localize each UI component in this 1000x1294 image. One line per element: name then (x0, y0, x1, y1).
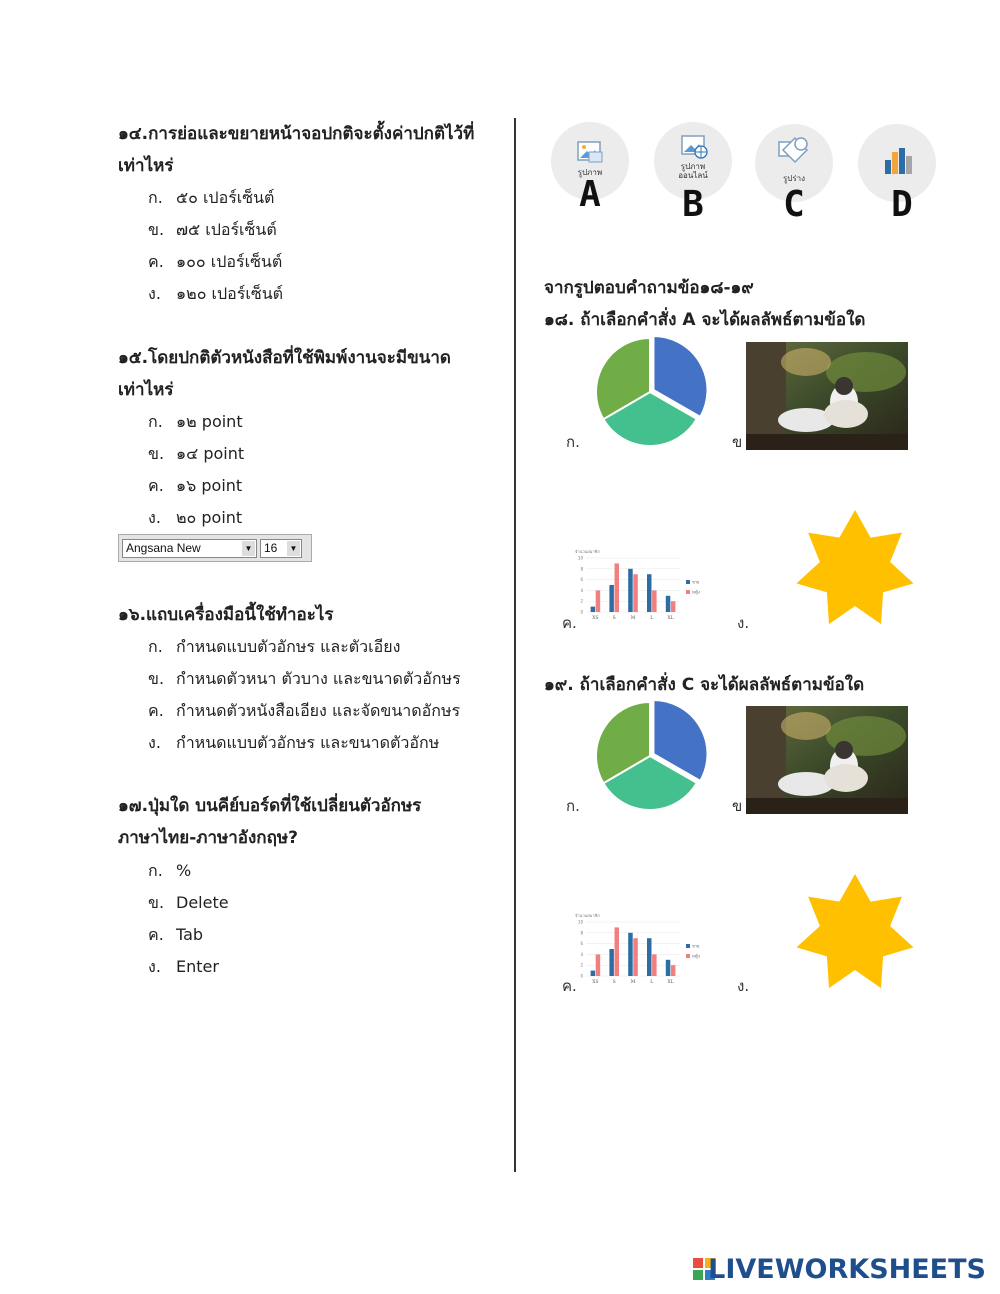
chart-title: จำนวนสมาชิก (575, 913, 600, 918)
command-a-caption: รูปภาพ (577, 168, 603, 177)
x-tick-label: M (630, 980, 636, 985)
command-b-letter: B (682, 184, 704, 225)
y-tick-label: 2 (580, 598, 583, 604)
q18-bar-chart[interactable] (572, 546, 710, 626)
x-tick-label: S (612, 616, 616, 621)
y-tick-label: 8 (580, 930, 583, 936)
y-tick-label: 0 (580, 609, 583, 615)
command-b-caption-line1: รูปภาพ (680, 162, 706, 171)
command-a-letter: A (579, 174, 601, 215)
x-tick-label: XS (592, 980, 599, 985)
q19-title: ๑๙. ถ้าเลือกคำสั่ง C จะได้ผลลัพธ์ตามข้อใด (544, 675, 865, 695)
command-d-letter: D (891, 184, 913, 225)
q16-option-b[interactable]: ข. กำหนดตัวหนา ตัวบาง และขนาดตัวอักษร (148, 669, 461, 688)
instruction-text: จากรูปตอบคำถามข้อ๑๘-๑๙ (544, 278, 754, 298)
y-tick-label: 2 (580, 962, 583, 968)
font-size-dropdown: 16 ▼ (260, 539, 302, 558)
chart-title: จำนวนสมาชิก (575, 549, 600, 554)
command-c-letter: C (783, 184, 805, 225)
x-tick-label: L (650, 616, 654, 621)
q19-choice-b-label: ข (732, 797, 743, 815)
font-name-dropdown: Angsana New ▼ (122, 539, 257, 558)
bar (671, 601, 676, 612)
q16-option-a[interactable]: ก. กำหนดแบบตัวอักษร และตัวเอียง (148, 637, 401, 656)
y-tick-label: 6 (580, 941, 583, 947)
y-tick-label: 10 (577, 919, 583, 925)
legend-label: หญิง (692, 953, 700, 959)
q19-cat-photo[interactable] (746, 706, 908, 814)
command-b-caption-line2: ออนไลน์ (678, 171, 708, 180)
bar (671, 965, 676, 976)
q15-title-line1: ๑๕.โดยปกติตัวหนังสือที่ใช้พิมพ์งานจะมีขนาด (118, 348, 451, 368)
q18-choice-d-label: ง. (737, 614, 750, 632)
q19-bar-chart[interactable] (572, 910, 710, 990)
q17-option-d[interactable]: ง. Enter (148, 957, 219, 976)
bar (591, 607, 596, 612)
legend-swatch (686, 944, 690, 948)
bar (647, 574, 652, 612)
q14-option-d[interactable]: ง. ๑๒๐ เปอร์เซ็นต์ (148, 284, 284, 303)
q19-choice-c-label: ค. (562, 977, 577, 995)
font-toolbar-image (118, 534, 312, 562)
q19-pie-chart[interactable] (590, 696, 712, 814)
q18-pie-chart[interactable] (590, 332, 712, 450)
y-tick-label: 0 (580, 973, 583, 979)
x-tick-label: XL (667, 616, 674, 621)
liveworksheets-brand: LIVEWORKSHEETS (708, 1254, 986, 1285)
bar (666, 960, 671, 976)
q15-option-d[interactable]: ง. ๒๐ point (148, 508, 243, 527)
star-polygon (797, 510, 914, 624)
q18-star-shape[interactable] (792, 510, 918, 628)
q17-option-b[interactable]: ข. Delete (148, 893, 229, 912)
bar (633, 938, 638, 976)
q14-title-line1: ๑๔.การย่อและขยายหน้าจอปกติจะตั้งค่าปกติไว้ที่ (118, 124, 475, 144)
legend-swatch (686, 954, 690, 958)
q16-title: ๑๖.แถบเครื่องมือนี้ใช้ทำอะไร (118, 605, 334, 625)
x-tick-label: XL (667, 980, 674, 985)
q17-option-a[interactable]: ก. % (148, 861, 192, 880)
bar (615, 563, 620, 612)
legend-label: หญิง (692, 589, 700, 595)
q16-option-d[interactable]: ง. กำหนดแบบตัวอักษร และขนาดตัวอักษ (148, 733, 440, 752)
legend-label: ชาย (692, 943, 700, 949)
q17-title-line1: ๑๗.ปุ่มใด บนคีย์บอร์ดที่ใช้เปลี่ยนตัวอักษร (118, 796, 422, 816)
q19-star-shape[interactable] (792, 874, 918, 992)
x-tick-label: XS (592, 616, 599, 621)
y-tick-label: 4 (580, 951, 583, 957)
q16-option-c[interactable]: ค. กำหนดตัวหนังสือเอียง และจัดขนาดอักษร (148, 701, 461, 720)
q14-option-c[interactable]: ค. ๑๐๐ เปอร์เซ็นต์ (148, 252, 283, 271)
q14-title-line2: เท่าไหร่ (118, 156, 174, 176)
bar (615, 927, 620, 976)
y-tick-label: 10 (577, 555, 583, 561)
bar (628, 569, 633, 612)
bar (591, 971, 596, 976)
bar (666, 596, 671, 612)
q15-option-a[interactable]: ก. ๑๒ point (148, 412, 243, 431)
bar (596, 590, 601, 612)
q18-choice-c-label: ค. (562, 614, 577, 632)
q19-choice-a-label: ก. (566, 797, 580, 815)
x-tick-label: S (612, 980, 616, 985)
y-tick-label: 8 (580, 566, 583, 572)
bar (652, 590, 657, 612)
bar (652, 954, 657, 976)
q19-choice-d-label: ง. (737, 977, 750, 995)
chevron-down-icon: ▼ (287, 541, 300, 556)
q15-option-b[interactable]: ข. ๑๔ point (148, 444, 245, 463)
bar (596, 954, 601, 976)
bar (609, 949, 614, 976)
column-divider (514, 118, 516, 1172)
x-tick-label: L (650, 980, 654, 985)
q18-choice-b-label: ข (732, 433, 743, 451)
q18-choice-a-label: ก. (566, 433, 580, 451)
q18-title: ๑๘. ถ้าเลือกคำสั่ง A จะได้ผลลัพธ์ตามข้อใด (544, 310, 866, 330)
y-tick-label: 6 (580, 577, 583, 583)
q17-title-line2: ภาษาไทย-ภาษาอังกฤษ? (118, 828, 298, 848)
bar (633, 574, 638, 612)
q15-title-line2: เท่าไหร่ (118, 380, 174, 400)
q15-option-c[interactable]: ค. ๑๖ point (148, 476, 243, 495)
bar (647, 938, 652, 976)
q14-option-b[interactable]: ข. ๗๕ เปอร์เซ็นต์ (148, 220, 277, 239)
q17-option-c[interactable]: ค. Tab (148, 925, 204, 944)
command-c-caption: รูปร่าง (782, 174, 806, 183)
legend-label: ชาย (692, 579, 700, 585)
bar (609, 585, 614, 612)
legend-swatch (686, 590, 690, 594)
q18-cat-photo[interactable] (746, 342, 908, 450)
star-polygon (797, 874, 914, 988)
y-tick-label: 4 (580, 587, 583, 593)
x-tick-label: M (630, 616, 636, 621)
bar (628, 933, 633, 976)
chevron-down-icon: ▼ (242, 541, 255, 556)
legend-swatch (686, 580, 690, 584)
q14-option-a[interactable]: ก. ๕๐ เปอร์เซ็นต์ (148, 188, 275, 207)
